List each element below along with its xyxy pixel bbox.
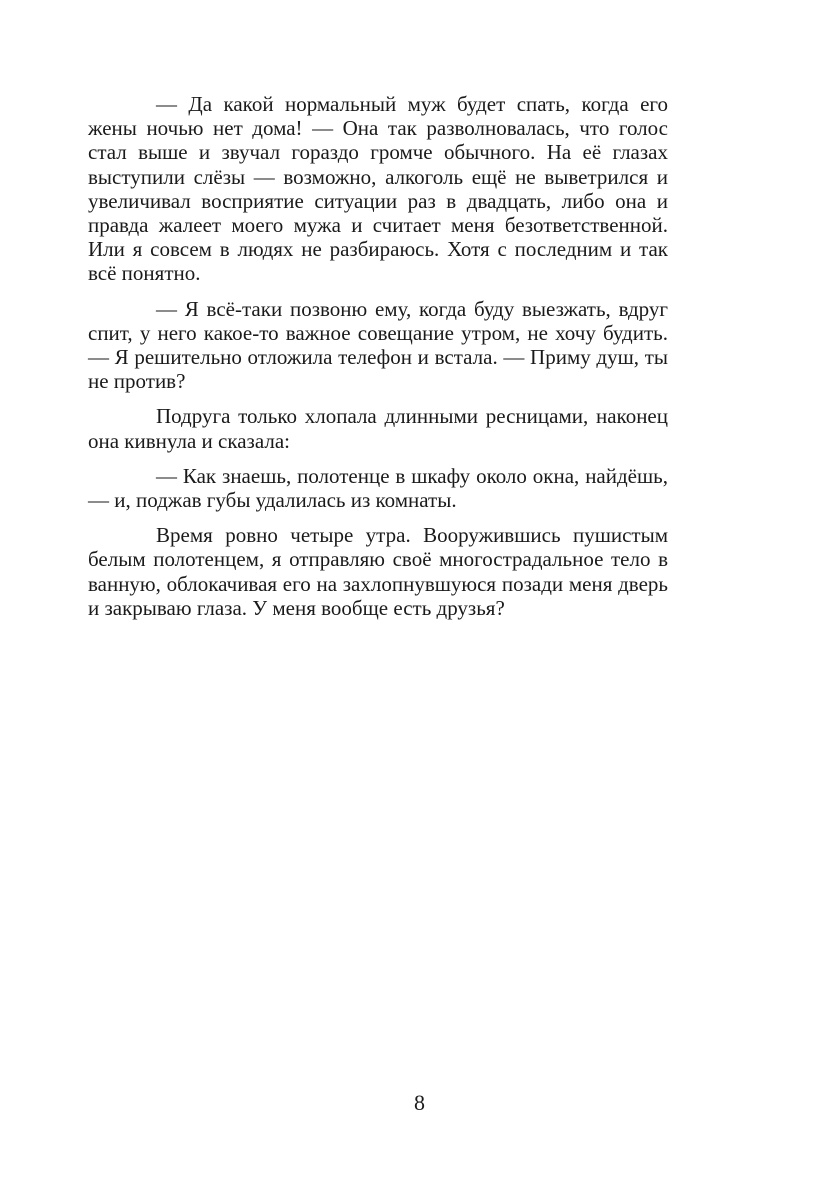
paragraph: — Я всё-таки позвоню ему, когда буду выезжать, вдруг спит, у него какое-то важное совещание утром, не хочу будить. — Я решительно отложила телефон и встала. — Приму душ, ты не против? — [88, 296, 668, 394]
paragraph: Подруга только хлопала длинными ресницами, наконец она кивнула и сказала: — [88, 404, 668, 453]
paragraph: — Как знаешь, полотенце в шкафу около окна, найдёшь, — и, поджав губы удалилась из комнаты. — [88, 463, 668, 513]
body-text — [88, 92, 668, 631]
paragraph: Время ровно четыре утра. Вооружившись пушистым белым полотенцем, я отправляю своё многострадальное тело в ванную, облокачивая его на захлопнувшуюся позади меня дверь и закрываю глаза. У меня вообще есть друзья? — [88, 523, 668, 620]
paragraph: — Да какой нормальный муж будет спать, когда его жены ночью нет дома! — Она так разволновалась, что голос стал выше и звучал гораздо громче обычного. На её глазах выступили слёзы — возможно, алкоголь ещё не выветрился и увеличивал восприятие ситуации раз в двадцать, либо она и правда жалеет моего мужа и считает меня безответственной. Или я совсем в людях не разбираюсь. Хотя с последним и так всё понятно. — [88, 92, 668, 286]
page-number: 8 — [414, 1090, 425, 1115]
